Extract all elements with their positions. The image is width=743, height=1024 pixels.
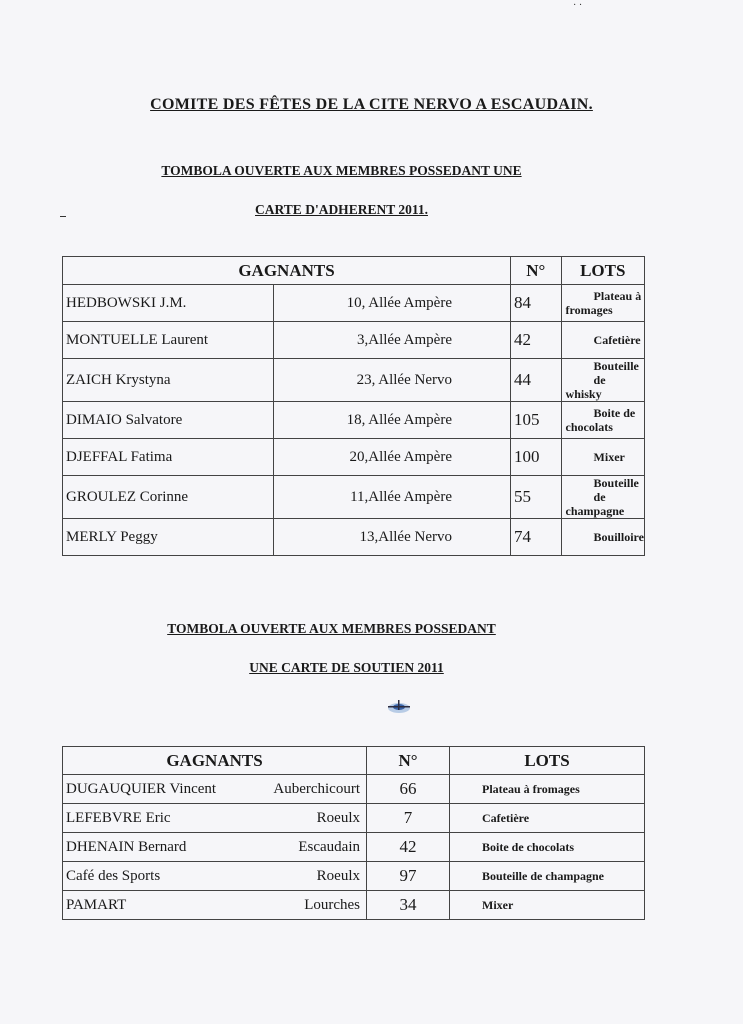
table-row xyxy=(63,285,645,322)
winner-address: 18, Allée Ampère xyxy=(274,402,511,439)
header-num: N° xyxy=(367,747,450,775)
ticket-number: 44 xyxy=(510,359,561,402)
winner-cell xyxy=(63,833,367,862)
winner-address: 13,Allée Nervo xyxy=(274,519,511,556)
table-row xyxy=(63,519,645,556)
winner-address: 20,Allée Ampère xyxy=(274,439,511,476)
prize: Bouteille de champagne xyxy=(450,862,645,891)
header-lots: LOTS xyxy=(561,257,644,285)
section2-heading-line1: TOMBOLA OUVERTE AUX MEMBRES POSSEDANT xyxy=(167,621,496,636)
winner-name: HEDBOWSKI J.M. xyxy=(63,285,274,322)
prize: Plateau à fromages xyxy=(561,285,644,322)
header-gagnants: GAGNANTS xyxy=(63,257,511,285)
ticket-number: 105 xyxy=(510,402,561,439)
winner-cell xyxy=(63,804,367,833)
winner-address: 11,Allée Ampère xyxy=(274,476,511,519)
ticket-number: 97 xyxy=(367,862,450,891)
prize: Plateau à fromages xyxy=(450,775,645,804)
corner-mark: · · xyxy=(573,0,583,11)
prize: Mixer xyxy=(561,439,644,476)
prize: Bouteille de whisky xyxy=(561,359,644,402)
winner-city: Roeulx xyxy=(316,867,360,884)
table-row xyxy=(63,862,645,891)
winner-cell xyxy=(63,775,367,804)
prize: Bouilloire xyxy=(561,519,644,556)
ticket-number: 84 xyxy=(510,285,561,322)
winner-address: 23, Allée Nervo xyxy=(274,359,511,402)
winner-city: Auberchicourt xyxy=(273,780,360,797)
ticket-number: 42 xyxy=(367,833,450,862)
soutien-winners-table xyxy=(62,746,645,920)
winner-name: DJEFFAL Fatima xyxy=(63,439,274,476)
winner-name: PAMART xyxy=(66,896,127,913)
winner-city: Escaudain xyxy=(298,838,360,855)
winner-address: 10, Allée Ampère xyxy=(274,285,511,322)
prize: Cafetière xyxy=(450,804,645,833)
prize: Mixer xyxy=(450,891,645,920)
section2-heading-line2: UNE CARTE DE SOUTIEN 2011 xyxy=(249,660,444,675)
header-gagnants: GAGNANTS xyxy=(63,747,367,775)
table-row xyxy=(63,439,645,476)
table-row xyxy=(63,891,645,920)
table-row xyxy=(63,402,645,439)
header-num: N° xyxy=(510,257,561,285)
document-title: COMITE DES FÊTES DE LA CITE NERVO A ESCAUDAIN. xyxy=(150,96,593,113)
winner-address: 3,Allée Ampère xyxy=(274,322,511,359)
prize: Boite de chocolats xyxy=(561,402,644,439)
table-row xyxy=(63,833,645,862)
ticket-number: 66 xyxy=(367,775,450,804)
winner-city: Lourches xyxy=(304,896,360,913)
winner-name: DIMAIO Salvatore xyxy=(63,402,274,439)
prize: Bouteille de champagne xyxy=(561,476,644,519)
winner-name: DUGAUQUIER Vincent xyxy=(66,780,217,797)
winner-city: Roeulx xyxy=(316,809,360,826)
table-row xyxy=(63,775,645,804)
ticket-number: 74 xyxy=(510,519,561,556)
ticket-number: 42 xyxy=(510,322,561,359)
ticket-number: 100 xyxy=(510,439,561,476)
ticket-number: 7 xyxy=(367,804,450,833)
table-row xyxy=(63,804,645,833)
table-row xyxy=(63,359,645,402)
prize: Boite de chocolats xyxy=(450,833,645,862)
ticket-number: 34 xyxy=(367,891,450,920)
table-header-row xyxy=(63,257,645,285)
winner-cell xyxy=(63,862,367,891)
winner-name: ZAICH Krystyna xyxy=(63,359,274,402)
adherent-winners-table xyxy=(62,256,645,556)
winner-name: MONTUELLE Laurent xyxy=(63,322,274,359)
winner-name: MERLY Peggy xyxy=(63,519,274,556)
table-header-row xyxy=(63,747,645,775)
pin-icon xyxy=(385,698,413,716)
ticket-number: 55 xyxy=(510,476,561,519)
winner-cell xyxy=(63,891,367,920)
prize: Cafetière xyxy=(561,322,644,359)
section1-heading-line2: CARTE D'ADHERENT 2011. xyxy=(255,202,428,217)
table-row xyxy=(63,476,645,519)
winner-name: GROULEZ Corinne xyxy=(63,476,274,519)
section1-heading-line1: TOMBOLA OUVERTE AUX MEMBRES POSSEDANT UNE xyxy=(161,163,522,178)
table-row xyxy=(63,322,645,359)
header-lots: LOTS xyxy=(450,747,645,775)
winner-name: DHENAIN Bernard xyxy=(66,838,187,855)
winner-name: Café des Sports xyxy=(66,867,161,884)
winner-name: LEFEBVRE Eric xyxy=(66,809,171,826)
